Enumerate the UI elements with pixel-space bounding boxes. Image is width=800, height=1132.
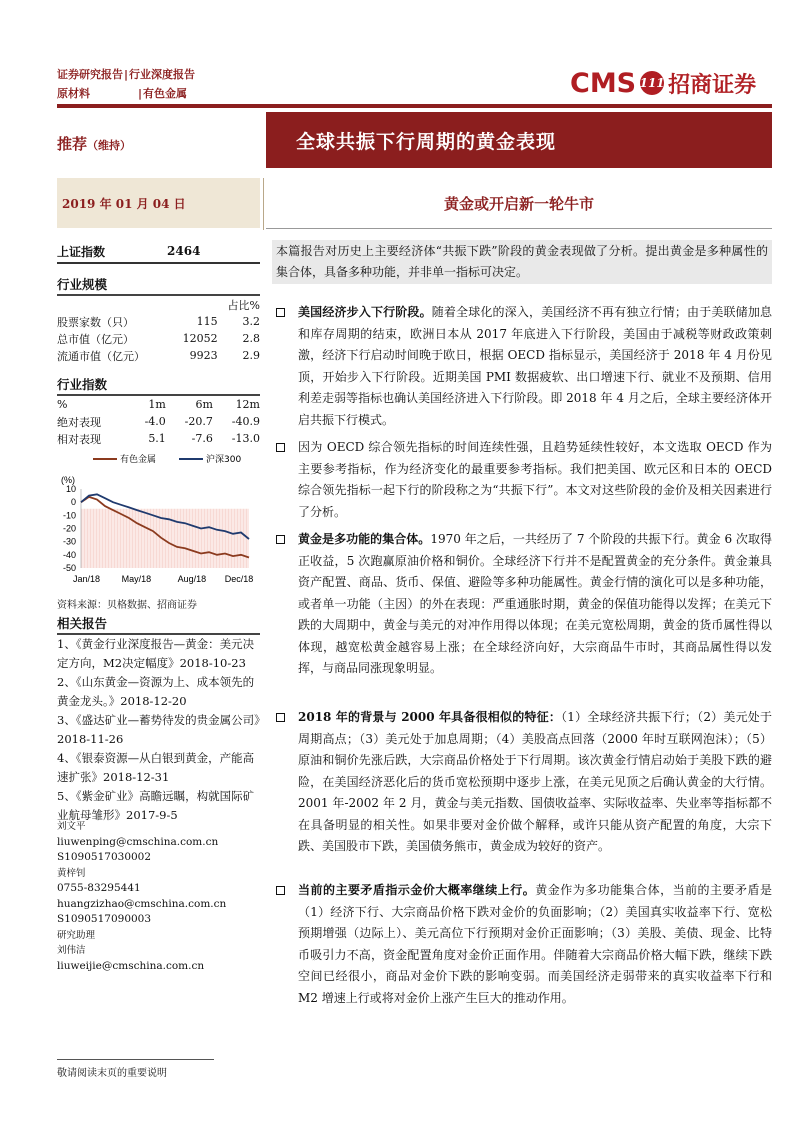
- table-row: [57, 313, 260, 330]
- bullet-text: 随着全球化的深入，美国经济不再有独立行情；由于美联储加息和库存周期的结束，欧洲日本从 2017 年底进入下行阶段，美国由于减税等财政政策刺激，经济下行启动时间晚于欧日，根据 OECD 指标显示，美国经济于 2018 年 4 月份见顶，开始步入下行阶段。近期美国 PMI 数据疲软、出口增速下行、就业不及预期、信用利差走弱等指标也确认美国经济进入下行阶段。即 2018 年 4 月之后，全球主要经济体开启共振下行模式。: [298, 305, 772, 427]
- analyst-name: 刘伟洁: [57, 945, 86, 956]
- report-date: 2019 年 01 月 04 日: [57, 178, 260, 228]
- table-row: [57, 430, 260, 447]
- bullet-item: [272, 707, 772, 858]
- col-header: 占比%: [227, 298, 260, 312]
- divider: [266, 228, 772, 229]
- bullet-item: [272, 302, 772, 431]
- bullet-item: [272, 880, 772, 1009]
- cell: 5.1: [148, 432, 166, 445]
- row-label: 绝对表现: [57, 415, 101, 429]
- row-label: 相对表现: [57, 432, 101, 446]
- y-tick-label: -10: [62, 510, 76, 521]
- index-chart: [57, 452, 260, 587]
- row-label: 股票家数（只）: [57, 315, 134, 329]
- list-item[interactable]: 5、《紫金矿业》高瞻远瞩，构就国际矿业航母雏形》2017-9-5: [57, 789, 255, 822]
- related-reports: [57, 613, 260, 825]
- y-tick-label: -20: [62, 523, 76, 534]
- x-tick-label: Jan/18: [73, 574, 101, 584]
- logo-cn-text: 招商证券: [668, 72, 757, 98]
- checkbox-bullet-icon: [276, 713, 285, 722]
- rating: [57, 133, 131, 154]
- related-reports-heading: 相关报告: [57, 613, 260, 635]
- cell: 115: [196, 315, 218, 328]
- analyst-id: S1090517030002: [57, 851, 152, 863]
- col-header: 1m: [148, 398, 166, 411]
- rating-label: 推荐: [57, 135, 88, 153]
- cell: 2.8: [242, 332, 260, 345]
- analyst-name: 黄梓钊: [57, 867, 86, 879]
- footer-note: 敬请阅读末页的重要说明: [57, 1068, 167, 1079]
- col-header: 6m: [195, 398, 213, 411]
- x-tick-label: Aug/18: [177, 574, 207, 584]
- header-rule: [57, 104, 772, 108]
- table-row: [57, 330, 260, 347]
- row-label: 流通市值（亿元）: [57, 349, 145, 363]
- y-tick-label: -50: [62, 563, 76, 573]
- industry-scale: [57, 274, 260, 364]
- cell: 2.9: [242, 349, 260, 362]
- bullet-item: [272, 529, 772, 680]
- y-tick-label: -40: [62, 549, 76, 560]
- analyst-contacts: [57, 819, 260, 974]
- y-tick-label: 0: [70, 497, 76, 508]
- list-item[interactable]: 2、《山东黄金—资源为上、成本领先的黄金龙头。》2018-12-20: [57, 675, 255, 708]
- bullet-text: 因为 OECD 综合领先指标的时间连续性强，且趋势延续性较好，本文选取 OECD 作为主要参考指标，作为经济变化的最重要参考指标。我们把美国、欧元区和日本的 OECD 综合领先指标一起下行的阶段称之为“共振下行”。本文对这些阶段的金价及相关因素进行了分析。: [298, 440, 772, 519]
- sector-2: 有色金属: [143, 87, 188, 100]
- list-item[interactable]: 4、《银泰资源—从白银到黄金，产能高速扩张》2018-12-31: [57, 751, 255, 784]
- y-tick-label: 10: [65, 484, 76, 494]
- industry-scale-heading: 行业规模: [57, 274, 260, 296]
- legend-label: 有色金属: [120, 455, 157, 465]
- col-header: %: [57, 398, 68, 411]
- table-row: [57, 413, 260, 430]
- cell: -20.7: [184, 415, 213, 428]
- index-chart-svg: [57, 452, 260, 587]
- cell: -13.0: [231, 432, 260, 445]
- bullet-item: [272, 437, 772, 523]
- bullet-lead: 2018 年的背景与 2000 年具备很相似的特征：: [298, 710, 562, 724]
- chart-source: 资料来源：贝格数据、招商证券: [57, 600, 197, 611]
- cell: 12052: [182, 332, 218, 345]
- abstract: 本篇报告对历史上主要经济体“共振下跌”阶段的黄金表现做了分析。提出黄金是多种属性的集合体，具备多种功能，并非单一指标可决定。: [272, 240, 772, 284]
- report-title: 全球共振下行周期的黄金表现: [266, 112, 772, 168]
- industry-index: [57, 374, 260, 447]
- index-value: 2464: [167, 244, 201, 258]
- analyst-email[interactable]: huangzizhao@cmschina.com.cn: [57, 897, 227, 910]
- y-tick-label: -30: [62, 536, 76, 547]
- bullet-text: （1）全球经济共振下行；（2）美元处于周期高点；（3）美元处于加息周期；（4）美股高点回落（2000 年时互联网泡沫）；（5）原油和铜价先涨后跌，大宗商品价格处于下行周期。该次黄金行情启动始于美股下跌的避险，在美国经济恶化后的货币宽松预期中逐步上涨，在美元见顶之后确认黄金的大行情。2001 年-2002 年 2 月，黄金与美元指数、国债收益率、实际收益率、失业率等指标都不在具备明显的相关性。如果非要对金价做个解释，或许只能从资产配置的角度，大宗下跌、美国股市下跌，美国债务熊市，黄金成为较好的资产。: [298, 710, 772, 853]
- bullet-text: 黄金作为多功能集合体，当前的主要矛盾是（1）经济下行、大宗商品价格下跌对金价的负面影响；（2）美国真实收益率下行、宽松预期增强（边际上）、美元高位下行预期对金价正面影响；（3）美股、美债、现金、比特币吸引力不高，资金配置角度对金价正面作用。伴随着大宗商品价格大幅下跌，继续下跌空间已经很小，商品对金价下跌的影响变弱。而美国经济走弱带来的真实收益率下行和 M2 增速上行或将对金价上涨产生巨大的推动作用。: [298, 883, 772, 1005]
- chart-background: [81, 509, 249, 568]
- industry-index-table: [57, 396, 260, 447]
- checkbox-bullet-icon: [276, 308, 285, 317]
- industry-index-heading: 行业指数: [57, 374, 260, 396]
- index-line: [57, 240, 260, 264]
- industry-scale-table: [57, 296, 260, 364]
- checkbox-bullet-icon: [276, 886, 285, 895]
- index-label: 上证指数: [57, 244, 106, 259]
- analyst-name: 刘文平: [57, 821, 86, 832]
- cms-logo: [570, 66, 756, 100]
- x-tick-label: May/18: [121, 574, 152, 584]
- list-item[interactable]: 1、《黄金行业深度报告—黄金：美元决定方向，M2决定幅度》2018-10-23: [57, 637, 255, 670]
- report-subtitle: 黄金或开启新一轮牛市: [443, 194, 594, 213]
- cell: 9923: [189, 349, 218, 362]
- cell: -4.0: [144, 415, 166, 428]
- header-left: 证券研究报告|行业深度报告 原材料 |有色金属: [57, 68, 196, 100]
- chart-ylabel: (%): [61, 475, 75, 485]
- rating-note: （维持）: [87, 139, 132, 152]
- checkbox-bullet-icon: [276, 443, 285, 452]
- bullet-lead: 黄金是多功能的集合体。: [298, 532, 431, 546]
- report-type-1: 证券研究报告: [57, 68, 123, 81]
- x-tick-label: Dec/18: [224, 574, 254, 584]
- row-label: 总市值（亿元）: [57, 332, 134, 346]
- analyst-phone: 0755-83295441: [57, 882, 141, 894]
- sector-1: 原材料: [57, 87, 90, 100]
- bullet-text: 1970 年之后，一共经历了 7 个阶段的共振下行。黄金 6 次取得正收益，5 次跑赢原油价格和铜价。全球经济下行并不是配置黄金的充分条件。黄金兼具资产配置、商品、货币、保值、避险等多种功能属性。黄金行情的演化可以是多种功能，或者单一功能（主因）的外在表现：严重通胀时期，黄金的保值功能得以发挥；在美元下跌的大周期中，黄金与美元的对冲作用得以体现；在美元宽松周期，黄金的货币属性得以体现，越宽松黄金越容易上涨；在全球经济向好，大宗商品牛市时，其商品属性得以发挥，与商品同涨现象明显。: [298, 532, 772, 675]
- divider: [263, 178, 264, 230]
- col-header: 12m: [235, 398, 260, 411]
- checkbox-bullet-icon: [276, 535, 285, 544]
- logo-mark-icon: 111: [640, 71, 664, 95]
- analyst-email[interactable]: liuweijie@cmschina.com.cn: [57, 959, 205, 972]
- table-row: [57, 347, 260, 364]
- footer-rule: [57, 1059, 214, 1060]
- legend-label: 沪深300: [206, 455, 242, 465]
- report-type-2: 行业深度报告: [129, 68, 196, 81]
- analyst-role: 研究助理: [57, 929, 96, 941]
- bullet-lead: 当前的主要矛盾指示金价大概率继续上行。: [298, 883, 536, 897]
- cell: -40.9: [231, 415, 260, 428]
- cell: -7.6: [191, 432, 213, 445]
- analyst-email[interactable]: liuwenping@cmschina.com.cn: [57, 835, 219, 848]
- bullet-lead: 美国经济步入下行阶段。: [298, 305, 432, 319]
- list-item[interactable]: 3、《盛达矿业—蓄势待发的贵金属公司》2018-11-26: [57, 713, 260, 746]
- analyst-id: S1090517090003: [57, 913, 152, 925]
- cell: 3.2: [242, 315, 260, 328]
- logo-cms-text: CMS: [570, 67, 637, 99]
